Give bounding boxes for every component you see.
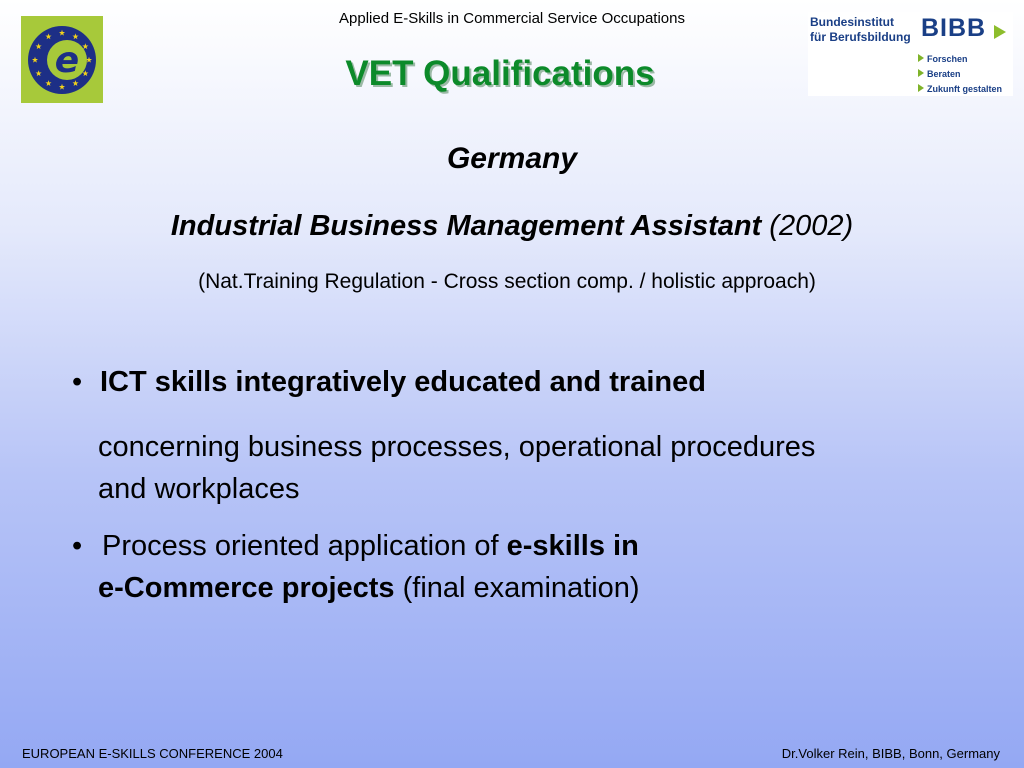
header-caption: Applied E-Skills in Commercial Service Occupations <box>339 10 685 27</box>
bibb-tagline-2: Beraten <box>918 69 961 79</box>
triangle-right-icon <box>918 84 924 92</box>
triangle-right-icon <box>918 54 924 62</box>
bibb-arrow-icon <box>994 25 1006 39</box>
bullet-marker-1: • <box>72 366 83 398</box>
qualification-line <box>0 210 1024 243</box>
footer-author: Dr.Volker Rein, BIBB, Bonn, Germany <box>781 746 1000 761</box>
bullet-2-line2: e-Commerce projects (final examination) <box>98 572 640 604</box>
bibb-tagline-3: Zukunft gestalten <box>918 84 1002 94</box>
bullet-1-detail-line2: and workplaces <box>98 473 300 505</box>
bibb-name-line1: Bundesinstitut <box>810 15 894 29</box>
bullet-1-detail <box>98 426 978 510</box>
bibb-tagline-1: Forschen <box>918 54 968 64</box>
regulation-note: (Nat.Training Regulation - Cross section comp. / holistic approach) <box>198 270 816 293</box>
svg-text:e: e <box>54 40 80 81</box>
bibb-wordmark: BIBB <box>921 14 987 42</box>
footer-conference: EUROPEAN E-SKILLS CONFERENCE 2004 <box>22 746 283 761</box>
country-heading: Germany <box>446 142 578 175</box>
bullet-1-detail-line1: concerning business processes, operational procedures <box>98 431 816 463</box>
bibb-logo <box>808 12 1013 96</box>
bullet-2-line1: Process oriented application of e-skills in <box>102 530 639 562</box>
qualification-year: (2002) <box>769 210 854 242</box>
bullet-1-heading: ICT skills integratively educated and trained <box>100 366 706 398</box>
triangle-right-icon <box>918 69 924 77</box>
bullet-marker-2: • <box>72 530 83 562</box>
qualification-name: Industrial Business Management Assistant <box>170 210 762 242</box>
bibb-name-line2: für Berufsbildung <box>810 30 911 44</box>
slide-title: VET Qualifications <box>345 54 655 93</box>
